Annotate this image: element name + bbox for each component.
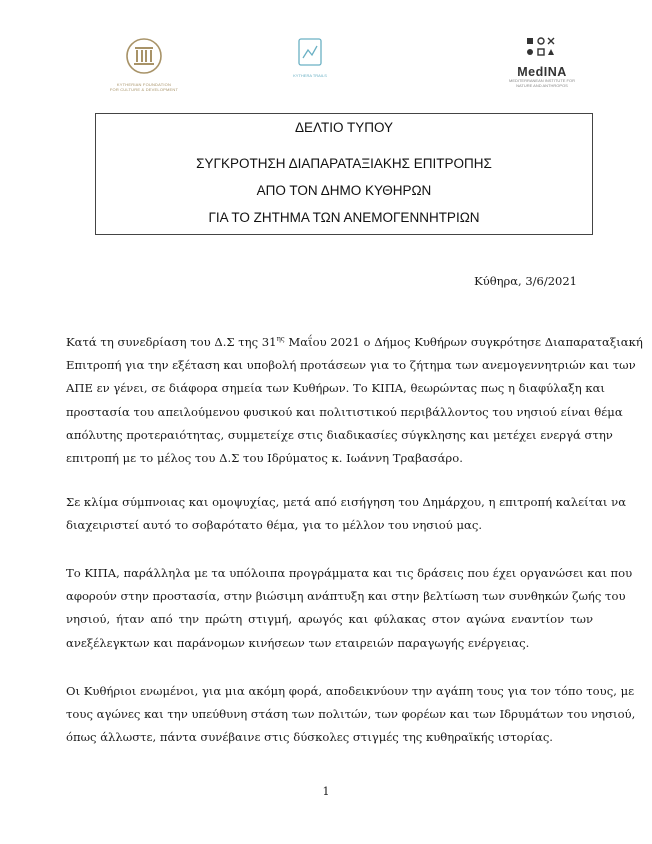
heading-press-release: ΔΕΛΤΙΟ ΤΥΠΟΥ xyxy=(294,120,394,135)
p1-line-1-part-b: Μαΐου 2021 ο Δήμος Κυθήρων συγκρότησε Διαπαραταξιακή xyxy=(284,335,643,349)
paragraph-3-line-2: αφορούν στην προστασία, στην βιώσιμη ανάπτυξη και στην βελτίωση των συνθηκών ζωής του xyxy=(66,589,626,604)
heading-title-line-3: ΓΙΑ ΤΟ ΖΗΤΗΜΑ ΤΩΝ ΑΝΕΜΟΓΕΝΝΗΤΡΙΩΝ xyxy=(208,210,480,225)
paragraph-4 xyxy=(66,680,636,750)
paragraph-1 xyxy=(66,331,643,470)
press-release-heading-box xyxy=(95,113,593,235)
paragraph-1-line-3: ΑΠΕ εν γένει, σε διάφορα σημεία των Κυθήρων. Το ΚΙΠΑ, θεωρώντας πως η διαφύλαξη και xyxy=(66,381,605,396)
trails-tagline: KYTHERA TRAILS xyxy=(293,73,327,78)
kythera-trails-logo xyxy=(285,36,335,79)
medina-tagline: MEDITERRANEAN INSTITUTE FOR NATURE AND ANTHROPOS xyxy=(508,78,575,88)
paragraph-3-line-3: νησιού, ήταν από την πρώτη στιγμή, αρωγός και φύλακας στον αγώνα εναντίον των xyxy=(66,612,593,627)
p1-line-1-part-a: Κατά τη συνεδρίαση του Δ.Σ της 31 xyxy=(66,335,277,349)
paragraph-1-line-5: απόλυτης προτεραιότητας, συμμετείχε στις διαδικασίες σύγκλησης και μετέχει ενεργά στην xyxy=(66,427,613,442)
heading-title-line-2: ΑΠΟ ΤΟΝ ΔΗΜΟ ΚΥΘΗΡΩΝ xyxy=(256,183,432,198)
paragraph-1-line-2: Επιτροπή για την εξέταση και υποβολή προτάσεων για το ζήτημα των ανεμογεννητριών και των xyxy=(66,358,636,373)
page-number: 1 xyxy=(322,785,330,798)
kytherian-foundation-logo xyxy=(98,36,190,92)
paragraph-2-line-2: διαχειριστεί αυτό το σοβαρότατο θέμα, για το μέλλον του νησιού μας. xyxy=(66,518,483,533)
temple-emblem-icon xyxy=(124,36,164,78)
paragraph-2-line-1: Σε κλίμα σύμπνοιας και ομοψυχίας, μετά από εισήγηση του Δημάρχου, η επιτροπή καλείται να xyxy=(66,495,627,509)
medina-grid-icon xyxy=(525,36,559,62)
paragraph-3-line-4: ανεξέλεγκτων και παράνομων κινήσεων των εταιρειών παραγωγής ενέργειας. xyxy=(66,635,530,650)
kytherian-tagline-2: FOR CULTURE & DEVELOPMENT xyxy=(109,87,179,92)
paragraph-1-line-1 xyxy=(66,331,643,354)
paragraph-2 xyxy=(66,491,627,537)
paragraph-4-line-2: τους αγώνες και την υπεύθυνη στάση των πολιτών, των φορέων και των Ιδρυμάτων του νησιού, xyxy=(66,707,636,722)
header-logos xyxy=(0,36,652,98)
ordinal-superscript: ης xyxy=(276,335,285,344)
kytherian-tagline-1: KYTHERIAN FOUNDATION xyxy=(116,82,172,87)
trails-emblem-icon xyxy=(295,36,325,70)
paragraph-1-line-4: προστασία του απειλούμενου φυσικού και πολιτιστικού περιβάλλοντος του νησιού είναι θέμα xyxy=(66,404,623,419)
paragraph-1-line-6: επιτροπή με το μέλος του Δ.Σ του Ιδρύματος κ. Ιωάννη Τραβασάρο. xyxy=(66,451,463,466)
paragraph-3 xyxy=(66,562,633,655)
paragraph-3-line-1: Το ΚΙΠΑ, παράλληλα με τα υπόλοιπα προγράμματα και τις δράσεις που έχει οργανώσει και που xyxy=(66,566,633,580)
dateline: Κύθηρα, 3/6/2021 xyxy=(474,274,577,288)
medina-logo xyxy=(503,36,581,88)
paragraph-4-line-1: Οι Κυθήριοι ενωμένοι, για μια ακόμη φορά, αποδεικνύουν την αγάπη τους για τον τόπο τους, με xyxy=(66,684,635,698)
paragraph-4-line-3: όπως άλλωστε, πάντα συνέβαινε στις δύσκολες στιγμές της κυθηραϊκής ιστορίας. xyxy=(66,730,553,745)
heading-title-line-1: ΣΥΓΚΡΟΤΗΣΗ ΔΙΑΠΑΡΑΤΑΞΙΑΚΗΣ ΕΠΙΤΡΟΠΗΣ xyxy=(196,156,492,171)
medina-wordmark: MedINA xyxy=(517,65,567,79)
